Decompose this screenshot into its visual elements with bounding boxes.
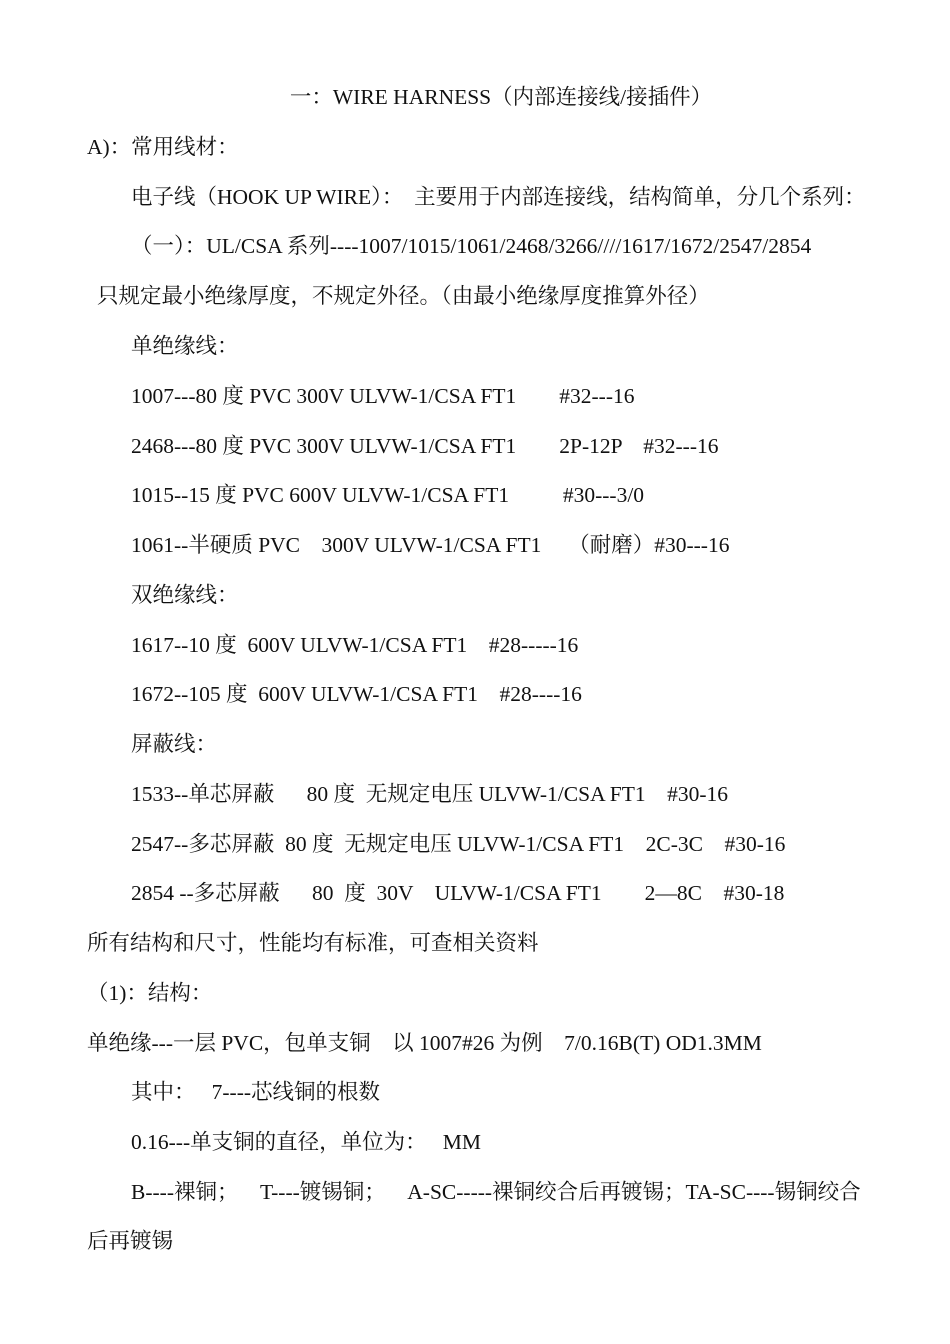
spec-line-1533: 1533--单芯屏蔽 80 度 无规定电压 ULVW-1/CSA FT1 #30-16 [131,782,729,806]
spec-line-1007: 1007---80 度 PVC 300V ULVW-1/CSA FT1 #32---16 [131,384,635,408]
document-title: 一：WIRE HARNESS（内部连接线/接插件） [289,85,713,109]
subheading-shielded-wire: 屏蔽线： [131,732,218,756]
paragraph-copper-types-cont: 后再镀锡 [87,1229,174,1253]
paragraph-strand-diameter: 0.16---单支铜的直径，单位为： MM [131,1130,481,1154]
paragraph-single-insulation-example: 单绝缘---一层 PVC，包单支铜 以 1007#26 为例 7/0.16B(T) OD1.3MM [87,1031,762,1055]
subheading-double-insulation: 双绝缘线： [131,583,239,607]
paragraph-ul-csa-series: （一）：UL/CSA 系列----1007/1015/1061/2468/3266////1617/1672/2547/2854 [131,234,812,258]
spec-line-1015: 1015--15 度 PVC 600V ULVW-1/CSA FT1 #30---3/0 [131,483,645,507]
spec-line-1061: 1061--半硬质 PVC 300V ULVW-1/CSA FT1 （耐磨）#30---16 [131,533,730,557]
section-heading-wire-materials: A)：常用线材： [87,135,239,159]
subheading-single-insulation: 单绝缘线： [131,334,239,358]
paragraph-copper-types: B----裸铜； T----镀锡铜； A-SC-----裸铜绞合后再镀锡；TA-SC----锡铜绞合 [131,1180,861,1204]
spec-line-2854: 2854 --多芯屏蔽 80 度 30V ULVW-1/CSA FT1 2—8C #30-18 [131,881,785,905]
paragraph-standards-note: 所有结构和尺寸，性能均有标准，可查相关资料 [87,931,539,955]
paragraph-hook-up-wire: 电子线（HOOK UP WIRE）： 主要用于内部连接线，结构简单，分几个系列： [131,185,866,209]
spec-line-2547: 2547--多芯屏蔽 80 度 无规定电压 ULVW-1/CSA FT1 2C-3C #30-16 [131,832,786,856]
paragraph-insulation-note: 只规定最小绝缘厚度，不规定外径。（由最小绝缘厚度推算外径） [97,284,710,308]
spec-line-1672: 1672--105 度 600V ULVW-1/CSA FT1 #28----16 [131,682,582,706]
paragraph-strand-count: 其中： 7----芯线铜的根数 [131,1080,381,1104]
spec-line-2468: 2468---80 度 PVC 300V ULVW-1/CSA FT1 2P-12P #32---16 [131,434,719,458]
spec-line-1617: 1617--10 度 600V ULVW-1/CSA FT1 #28-----16 [131,633,579,657]
subheading-structure: （1)：结构： [87,981,213,1005]
